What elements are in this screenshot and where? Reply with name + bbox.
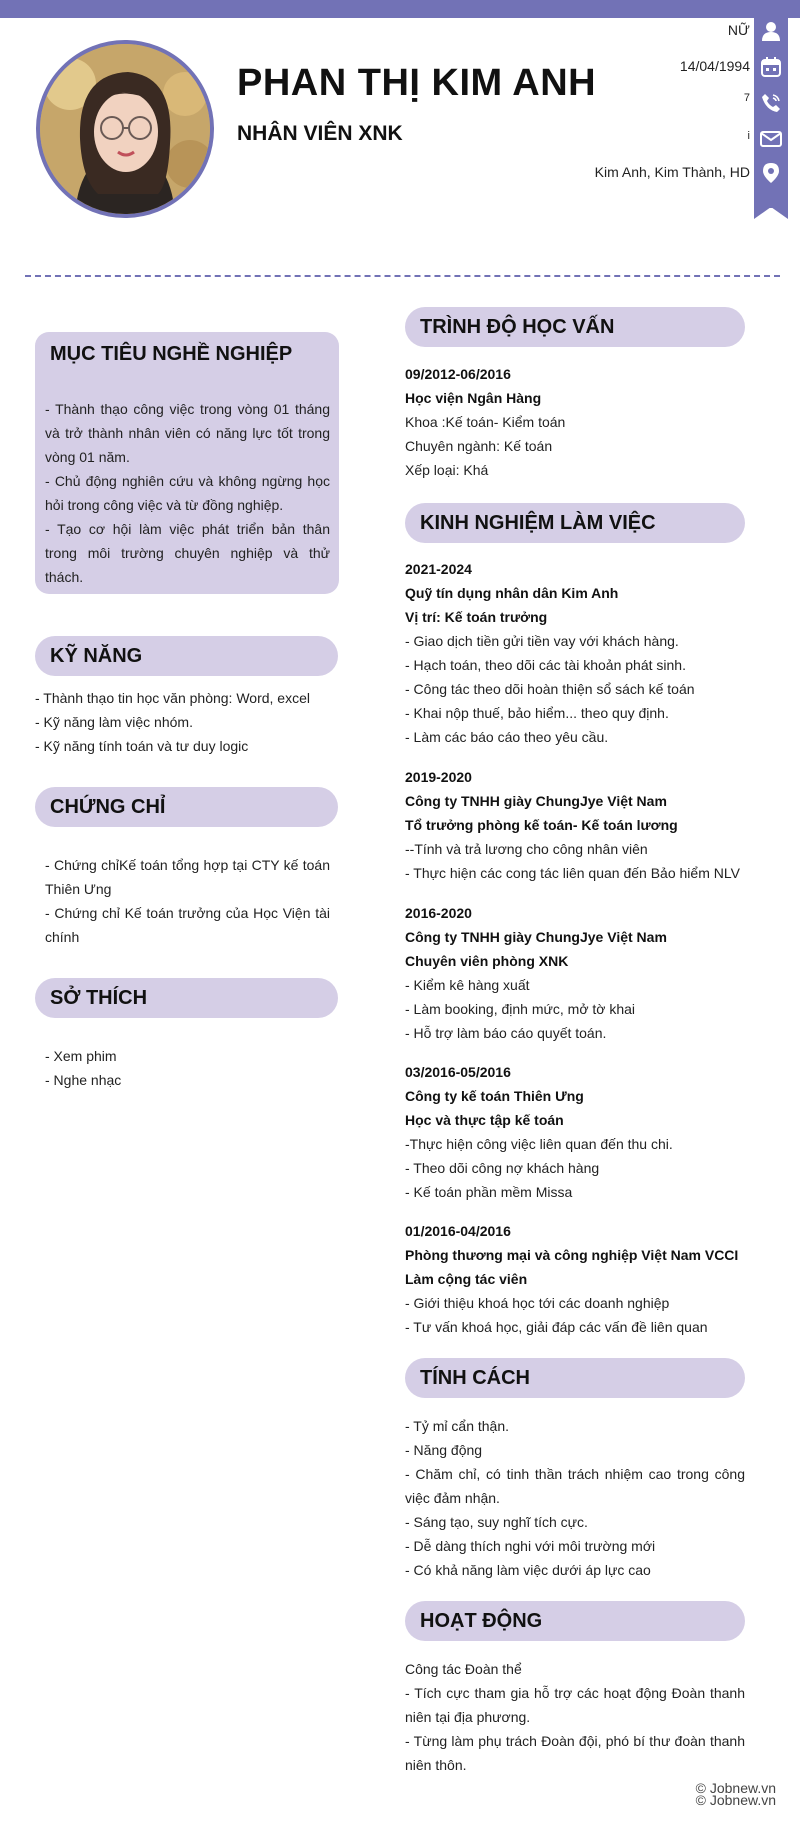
list-item: - Chứng chỉKế toán tổng hợp tại CTY kế toán Thiên Ưng (45, 857, 330, 897)
education-period: 09/2012-06/2016 (405, 366, 511, 382)
list-item: - Dễ dàng thích nghi với môi trường mới (405, 1538, 656, 1554)
candidate-name: PHAN THỊ KIM ANH (237, 62, 597, 104)
job-position: Làm cộng tác viên (405, 1271, 528, 1287)
experience-job (405, 901, 667, 1045)
job-task: - Giao dịch tiền gửi tiền vay với khách hàng. (405, 633, 679, 649)
candidate-job-title: NHÂN VIÊN XNK (237, 122, 403, 145)
objective-line: - Tạo cơ hội làm việc phát triển bản thân trong môi trường chuyên nghiệp và thử thách. (45, 521, 330, 585)
list-item: - Kỹ năng làm việc nhóm. (35, 714, 193, 730)
watermark-text-shadow: © Jobnew.vn (695, 1792, 776, 1808)
job-task: -Thực hiện công việc liên quan đến thu chi. (405, 1136, 673, 1152)
certificates-list (45, 853, 330, 949)
objective-heading: MỤC TIÊU NGHỀ NGHIỆP (50, 343, 293, 365)
top-accent-bar (0, 0, 800, 18)
list-item: - Nghe nhạc (45, 1072, 122, 1088)
job-task: - Hỗ trợ làm báo cáo quyết toán. (405, 1025, 607, 1041)
job-period: 2021-2024 (405, 561, 472, 577)
job-task: - Kiểm kê hàng xuất (405, 977, 530, 993)
job-position: Chuyên viên phòng XNK (405, 953, 569, 969)
watermark-text: © Jobnew.vn (695, 1780, 776, 1796)
personality-list (405, 1414, 745, 1582)
job-company: Công ty kế toán Thiên Ưng (405, 1088, 584, 1104)
job-task: - Công tác theo dõi hoàn thiện sổ sách kế toán (405, 681, 695, 697)
job-period: 01/2016-04/2016 (405, 1223, 511, 1239)
list-item: - Từng làm phụ trách Đoàn đội, phó bí thư đoàn thanh niên thôn. (405, 1733, 745, 1773)
job-task: - Thực hiện các cong tác liên quan đến Bảo hiểm NLV (405, 865, 740, 881)
education-school: Học viện Ngân Hàng (405, 390, 542, 406)
job-task: - Theo dõi công nợ khách hàng (405, 1160, 600, 1176)
job-company: Phòng thương mại và công nghiệp Việt Nam VCCI (405, 1247, 739, 1263)
list-item: - Có khả năng làm việc dưới áp lực cao (405, 1562, 651, 1578)
mail-icon (760, 128, 782, 150)
experience-job (405, 765, 740, 885)
list-item: - Tỷ mỉ cẩn thận. (405, 1418, 510, 1434)
gender-text: NỮ (727, 22, 750, 38)
contact-ribbon-tail (754, 207, 788, 219)
activities-heading: HOẠT ĐỘNG (405, 1601, 745, 1641)
certificates-heading: CHỨNG CHỈ (35, 787, 338, 827)
job-period: 03/2016-05/2016 (405, 1064, 511, 1080)
watermark (696, 1782, 776, 1806)
list-item: - Chăm chỉ, có tinh thần trách nhiệm cao trong công việc đảm nhận. (405, 1466, 745, 1506)
job-task: - Làm các báo cáo theo yêu cầu. (405, 729, 609, 745)
list-item: - Xem phim (45, 1048, 117, 1064)
hobbies-list (45, 1044, 121, 1092)
skills-list (35, 686, 310, 758)
job-period: 2016-2020 (405, 905, 472, 921)
experience-job (405, 1060, 673, 1204)
avatar (36, 40, 214, 218)
list-item: Chuyên ngành: Kế toán (405, 438, 553, 454)
experience-job (405, 557, 695, 749)
education-block (405, 362, 565, 482)
list-item: - Kỹ năng tính toán và tư duy logic (35, 738, 249, 754)
profile-photo (40, 44, 210, 214)
birthdate-text: 14/04/1994 (679, 58, 750, 74)
experience-job (405, 1219, 738, 1339)
job-position: Vị trí: Kế toán trưởng (405, 609, 548, 625)
job-task: - Khai nộp thuế, bảo hiểm... theo quy định. (405, 705, 669, 721)
job-task: - Tư vấn khoá học, giải đáp các vấn đề liên quan (405, 1319, 708, 1335)
skills-heading: KỸ NĂNG (35, 636, 338, 676)
job-period: 2019-2020 (405, 769, 472, 785)
list-item: - Chứng chỉ Kế toán trưởng của Học Viện tài chính (45, 905, 330, 945)
job-task: - Giới thiệu khoá học tới các doanh nghiệp (405, 1295, 670, 1311)
objective-line: - Thành thạo công việc trong vòng 01 tháng và trở thành nhân viên có năng lực tốt trong vòng 01 năm. (45, 401, 330, 465)
phone-text: 7 (743, 92, 750, 104)
job-company: Quỹ tín dụng nhân dân Kim Anh (405, 585, 619, 601)
job-task: - Hạch toán, theo dõi các tài khoản phát sinh. (405, 657, 686, 673)
email-text: i (747, 130, 750, 142)
job-position: Tổ trưởng phòng kế toán- Kế toán lương (405, 817, 678, 833)
objective-text (45, 397, 330, 589)
list-item: - Năng động (405, 1442, 483, 1458)
person-icon (760, 20, 782, 42)
header-divider (25, 275, 780, 277)
hobbies-heading: SỞ THÍCH (35, 978, 338, 1018)
location-icon (760, 162, 782, 184)
job-task: - Làm booking, định mức, mở tờ khai (405, 1001, 636, 1017)
job-company: Công ty TNHH giày ChungJye Việt Nam (405, 793, 667, 809)
list-item: - Sáng tạo, suy nghĩ tích cực. (405, 1514, 588, 1530)
education-heading: TRÌNH ĐỘ HỌC VẤN (405, 307, 745, 347)
list-item: - Tích cực tham gia hỗ trợ các hoạt động Đoàn thanh niên tại địa phương. (405, 1685, 745, 1725)
list-item: Công tác Đoàn thể (405, 1661, 522, 1677)
job-position: Học và thực tập kế toán (405, 1112, 564, 1128)
experience-heading: KINH NGHIỆM LÀM VIỆC (405, 503, 745, 543)
list-item: Khoa :Kế toán- Kiểm toán (405, 414, 566, 430)
calendar-icon (760, 56, 782, 78)
activities-list (405, 1657, 745, 1777)
job-company: Công ty TNHH giày ChungJye Việt Nam (405, 929, 667, 945)
list-item: - Thành thạo tin học văn phòng: Word, excel (35, 690, 310, 706)
job-task: --Tính và trả lương cho công nhân viên (405, 841, 648, 857)
list-item: Xếp loại: Khá (405, 462, 489, 478)
objective-line: - Chủ động nghiên cứu và không ngừng học hỏi trong công việc và từ đồng nghiệp. (45, 473, 330, 513)
job-task: - Kế toán phần mềm Missa (405, 1184, 573, 1200)
personality-heading: TÍNH CÁCH (405, 1358, 745, 1398)
address-text: Kim Anh, Kim Thành, HD (594, 164, 750, 180)
phone-icon (760, 92, 782, 114)
